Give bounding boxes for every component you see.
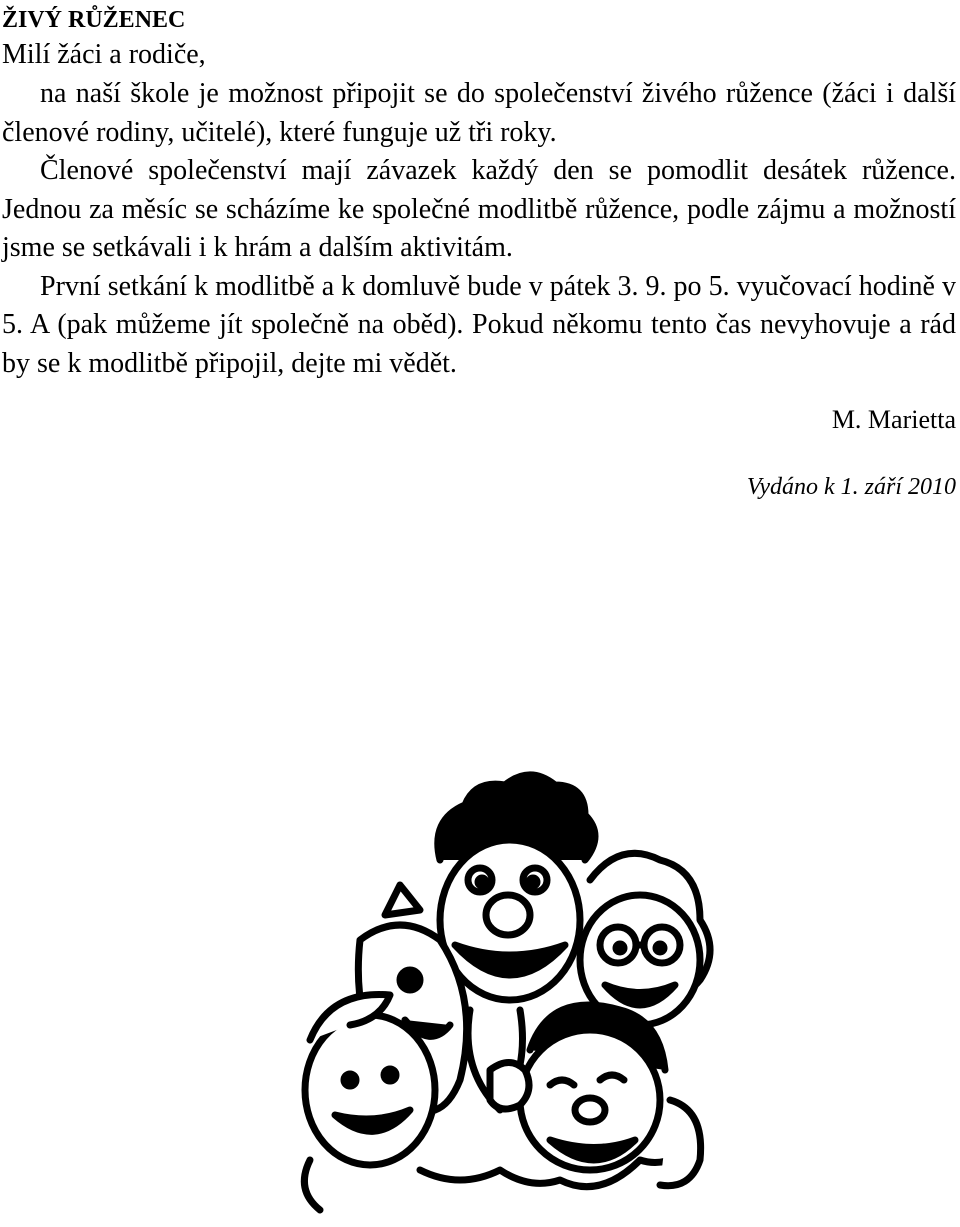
issued-date: Vydáno k 1. září 2010: [746, 474, 956, 500]
paragraph-commitment: Členové společenství mají závazek každý den se pomodlit desátek růžence. Jednou za měsíc se scházíme ke společné modlitbě růžence, podle zájmu a možností jsme se setkávali i k hrám a dalším aktivitám.: [2, 155, 956, 263]
document-title: ŽIVÝ RŮŽENEC: [2, 7, 186, 33]
group-of-children-icon: [290, 770, 730, 1220]
salutation: Milí žáci a rodiče,: [2, 39, 206, 70]
paragraph-meeting: První setkání k modlitbě a k domluvě bude v pátek 3. 9. po 5. vyučovací hodině v 5. A (pak můžeme jít společně na oběd). Pokud někomu tento čas nevyhovuje a rád by se k modlitbě připojil, dejte mi vědět.: [2, 270, 956, 379]
letter-body: [2, 75, 956, 383]
signature: M. Marietta: [831, 405, 956, 434]
paragraph-intro: na naší škole je možnost připojit se do společenství živého růžence (žáci i další členové rodiny, učitelé), které funguje už tři roky.: [2, 78, 956, 148]
